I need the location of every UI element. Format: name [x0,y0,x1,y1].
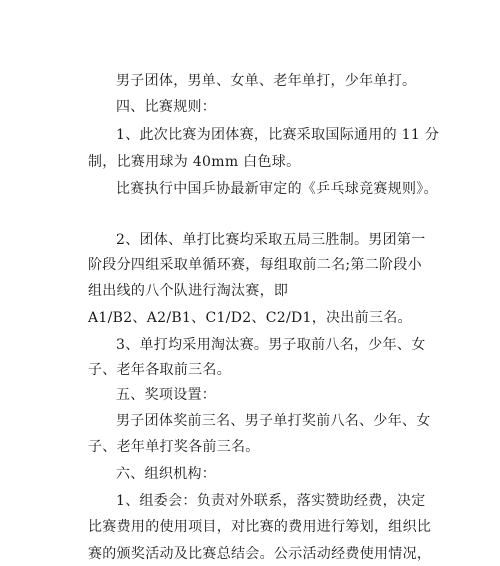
text-line: A1/B2、A2/B1、C1/D2、C2/D1，决出前三名。 [88,310,412,326]
section-heading: 六、组织机构： [116,466,217,482]
text-line: 子、老年各取前三名。 [88,362,231,378]
text-line: 组出线的八个队进行淘汰赛，即 [88,283,289,299]
section-heading: 四、比赛规则： [116,99,217,115]
text-line: 2、团体、单打比赛均采取五局三胜制。男团第一 [116,232,426,248]
text-line: 阶段分四组采取单循环赛，每组取前二名;第二阶段小 [88,257,422,273]
section-heading: 五、奖项设置： [116,387,217,403]
text-line: 赛的颁奖活动及比赛总结会。公示活动经费使用情况， [88,546,432,562]
text-line: 制，比赛用球为 40mm 白色球。 [88,154,301,170]
text-line: 比赛费用的使用项目，对比赛的费用进行筹划，组织比 [88,519,432,535]
text-line: 1、此次比赛为团体赛，比赛采取国际通用的 11 分 [116,127,440,143]
text-line: 1、组委会：负责对外联系，落实赞助经费，决定 [116,493,426,509]
text-line: 3、单打均采用淘汰赛。男子取前八名，少年、女 [116,337,426,353]
text-line: 男子团体，男单、女单、老年单打，少年单打。 [116,73,417,89]
text-line: 男子团体奖前三名、男子单打奖前八名、少年、女 [116,413,431,429]
text-line: 比赛执行中国乒协最新审定的《乒乓球竞赛规则》。 [116,181,438,197]
text-line: 子、老年单打奖各前三名。 [88,439,260,455]
